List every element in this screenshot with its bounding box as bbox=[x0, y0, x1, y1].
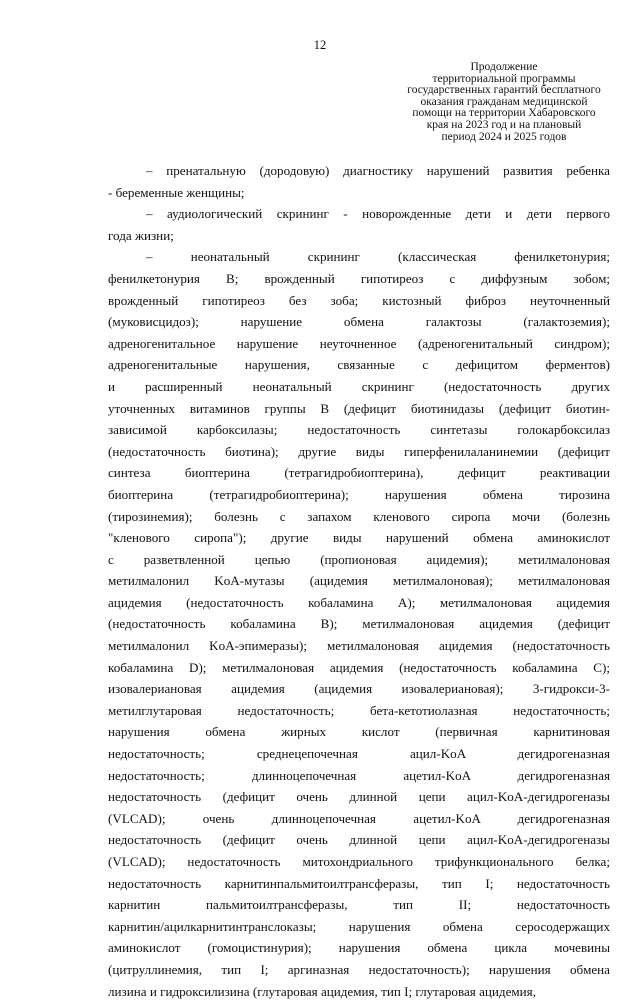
paragraph-line: недостаточность карнитинпальмитоилтрансферазы, тип I; недостаточность bbox=[108, 875, 610, 891]
paragraph-line: (VLCAD); недостаточность митохондриального трифункционального белка; bbox=[108, 854, 610, 869]
paragraph-line: "кленового сиропа"); другие виды нарушений обмена аминокислот bbox=[108, 530, 610, 546]
paragraph-line: карнитин пальмитоилтрансферазы, тип II; недостаточность bbox=[108, 897, 610, 913]
paragraph-line: кобаламина D); метилмалоновая ацидемия (недостаточность кобаламина C); bbox=[108, 659, 610, 675]
paragraph-line: недостаточность; среднецепочечная ацил-KoA дегидрогеназная bbox=[108, 746, 610, 762]
paragraph-line: зависимой карбоксилазы; недостаточность синтетазы голокарбоксилаз bbox=[108, 422, 610, 438]
paragraph-line: карнитин/ацилкарнитинтранслоказы; нарушения обмена серосодержащих bbox=[108, 918, 610, 934]
header-line: государственных гарантий бесплатного bbox=[407, 84, 601, 97]
paragraph-line: уточненных витаминов группы B (дефицит биотинидазы (дефицит биотин- bbox=[108, 400, 610, 416]
paragraph-line: (цитруллинемия, тип I; аргиназная недостаточность); нарушения обмена bbox=[108, 961, 610, 977]
paragraph-line: фенилкетонурия B; врожденный гипотиреоз с диффузным зобом; bbox=[108, 270, 610, 286]
paragraph-line: адреногенитальные нарушения, связанные с дефицитом ферментов) bbox=[108, 357, 610, 373]
paragraph-line: лизина и гидроксилизина (глутаровая ацидемия, тип I; глутаровая ацидемия, bbox=[108, 983, 536, 999]
header-line: Продолжение bbox=[470, 61, 538, 73]
paragraph-line: – неонатальный скрининг (классическая фенилкетонурия; bbox=[146, 249, 610, 265]
paragraph-line: биоптерина (тетрагидробиоптерина); нарушения обмена тирозина bbox=[108, 486, 610, 502]
paragraph-line: и расширенный неонатальный скрининг (недостаточность других bbox=[108, 378, 610, 394]
paragraph-line: нарушения обмена жирных кислот (первичная карнитиновая bbox=[108, 724, 610, 740]
header-line: период 2024 и 2025 годов bbox=[441, 130, 567, 143]
paragraph-line: аминокислот (гомоцистинурия); нарушения обмена цикла мочевины bbox=[108, 940, 610, 956]
paragraph-line: метилмалонил KoA-мутазы (ацидемия метилмалоновая); метилмалоновая bbox=[108, 573, 610, 589]
paragraph-line: метилглутаровая недостаточность; бета-кетотиолазная недостаточность; bbox=[108, 702, 610, 718]
header-line: оказания гражданам медицинской bbox=[420, 95, 588, 108]
paragraph-line: с разветвленной цепью (пропионовая ацидемия); метилмалоновая bbox=[108, 551, 610, 567]
paragraph-line: ацидемия (недостаточность кобаламина A); метилмалоновая ацидемия bbox=[108, 594, 610, 610]
paragraph-line: – аудиологический скрининг - новорожденные дети и дети первого bbox=[146, 206, 610, 222]
document-body bbox=[108, 160, 610, 1002]
paragraph-line: синтеза биоптерина (тетрагидробиоптерина), дефицит реактивации bbox=[108, 465, 610, 481]
paragraph-line: недостаточность; длинноцепочечная ацетил-KoA дегидрогеназная bbox=[108, 767, 610, 783]
paragraph-line: - беременные женщины; bbox=[108, 184, 245, 200]
paragraph-line: изовалериановая ацидемия (ацидемия изовалериановая); 3-гидрокси-3- bbox=[108, 681, 610, 697]
paragraph-line: (недостаточность биотина); другие виды гиперфенилаланинемии (дефицит bbox=[108, 443, 610, 459]
paragraph-line: недостаточность (дефицит очень длинной цепи ацил-KoA-дегидрогеназы bbox=[108, 832, 610, 848]
paragraph-line: (тирозинемия); болезнь с запахом кленового сиропа мочи (болезнь bbox=[108, 508, 610, 524]
paragraph-line: (недостаточность кобаламина B); метилмалоновая ацидемия (дефицит bbox=[108, 616, 610, 632]
page-number: 12 bbox=[313, 38, 327, 52]
paragraph-line: года жизни; bbox=[108, 227, 174, 243]
header-line: края на 2023 год и на плановый bbox=[426, 118, 582, 131]
paragraph-line: – пренатальную (дородовую) диагностику нарушений развития ребенка bbox=[146, 163, 610, 178]
paragraph-line: врожденный гипотиреоз без зоба; кистозный фиброз неуточненный bbox=[108, 292, 610, 308]
header-line: территориальной программы bbox=[432, 72, 576, 85]
program-header bbox=[378, 62, 630, 143]
paragraph-line: (VLCAD); очень длинноцепочечная ацетил-KoA дегидрогеназная bbox=[108, 810, 610, 826]
paragraph-line: (муковисцидоз); нарушение обмена галактозы (галактоземия); bbox=[108, 314, 610, 330]
header-line: помощи на территории Хабаровского bbox=[412, 107, 596, 120]
paragraph-line: адреногенитальное нарушение неуточненное (адреногенитальный синдром); bbox=[108, 335, 610, 351]
paragraph-line: недостаточность (дефицит очень длинной цепи ацил-KoA-дегидрогеназы bbox=[108, 789, 610, 805]
paragraph-line: метилмалонил KoA-эпимеразы); метилмалоновая ацидемия (недостаточность bbox=[108, 638, 610, 654]
